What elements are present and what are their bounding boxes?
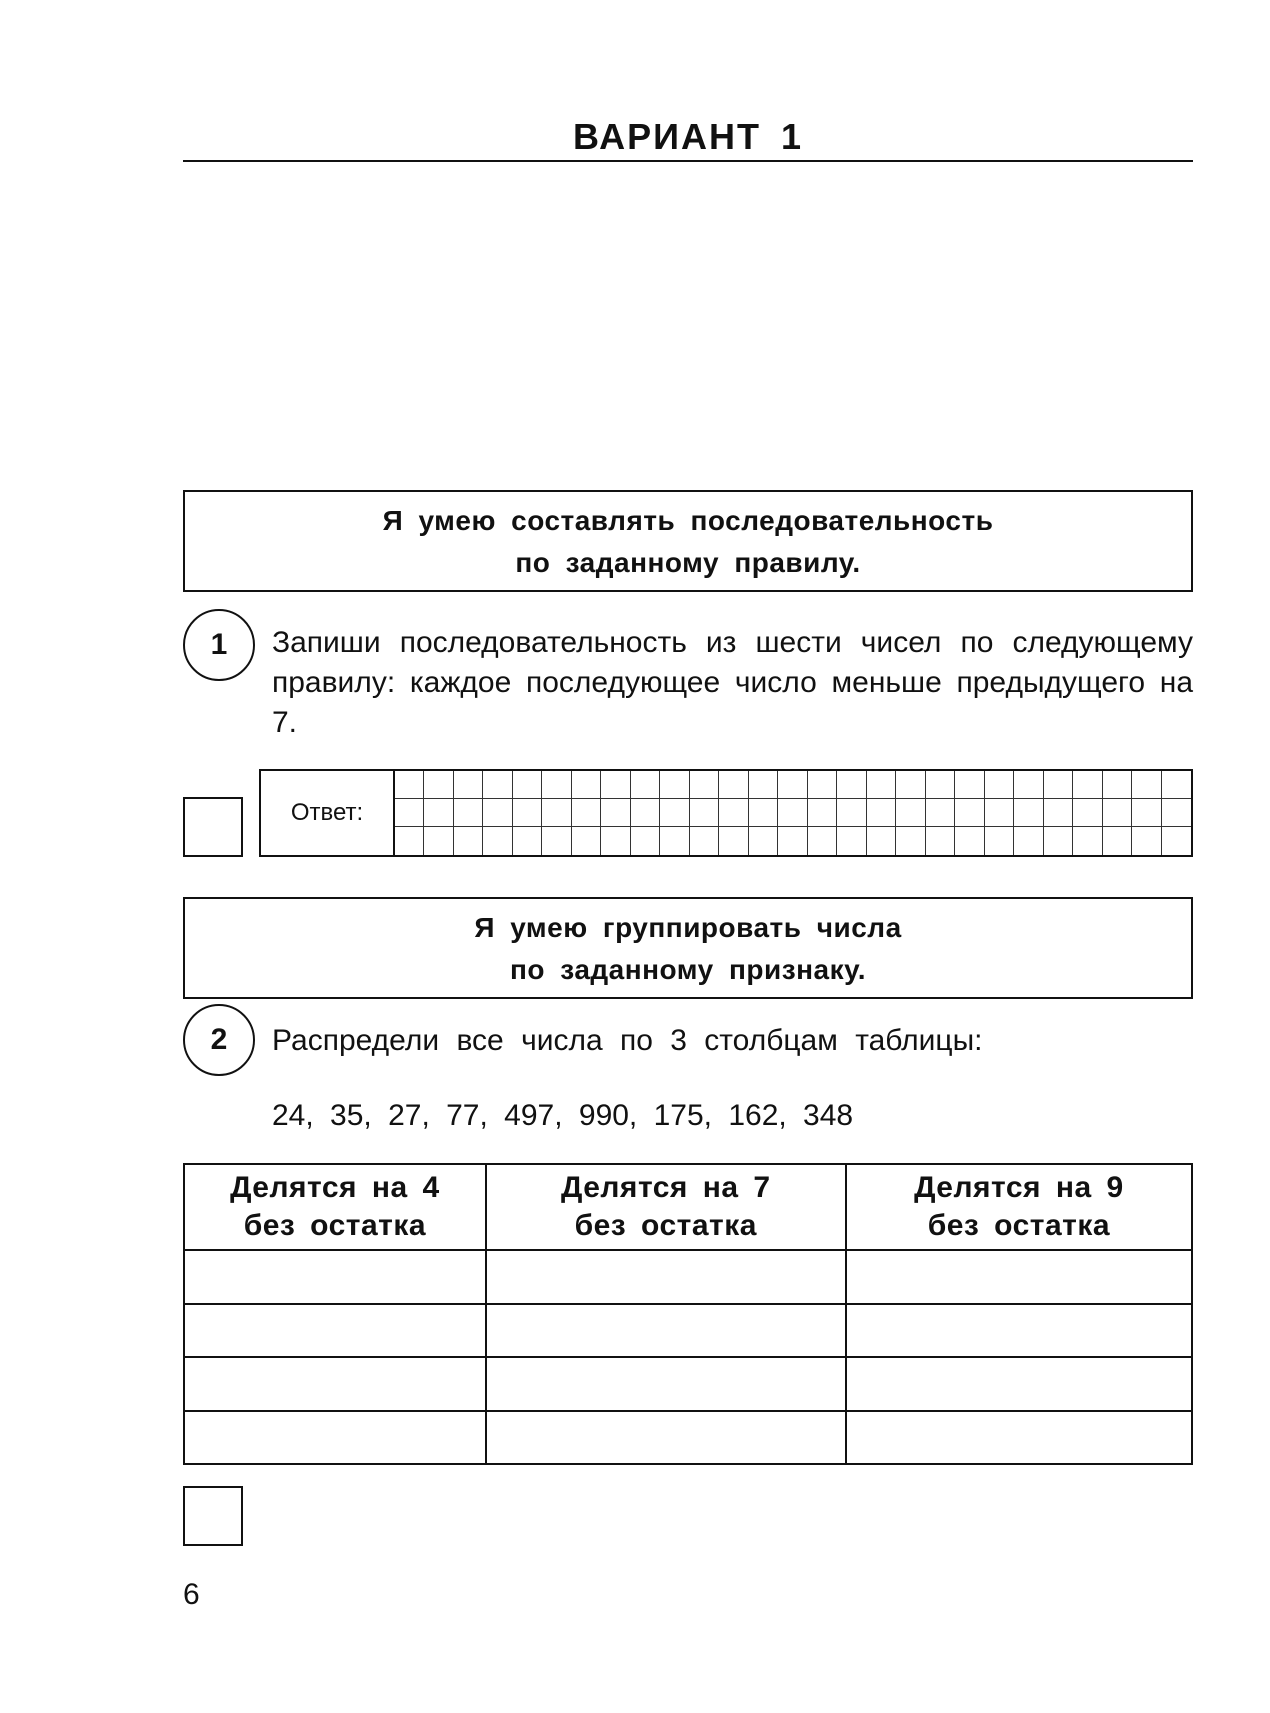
answer-grid[interactable]	[393, 771, 1191, 855]
answer-grid-cell[interactable]	[896, 799, 925, 827]
task-2-number-circle: 2	[183, 1004, 255, 1076]
header-2-line-1: Делятся на 7	[560, 1171, 771, 1204]
answer-grid-cell[interactable]	[1044, 827, 1073, 855]
answer-grid-cell[interactable]	[454, 771, 483, 799]
answer-grid-cell[interactable]	[631, 799, 660, 827]
table-cell[interactable]	[846, 1411, 1192, 1465]
answer-grid-cell[interactable]	[867, 827, 896, 855]
table-cell[interactable]	[184, 1357, 486, 1411]
answer-grid-cell[interactable]	[542, 827, 571, 855]
answer-grid-cell[interactable]	[513, 827, 542, 855]
answer-grid-cell[interactable]	[719, 799, 748, 827]
answer-grid-cell[interactable]	[1014, 771, 1043, 799]
answer-grid-cell[interactable]	[955, 827, 984, 855]
answer-grid-cell[interactable]	[395, 771, 424, 799]
task-1-number-circle: 1	[183, 609, 255, 681]
answer-grid-cell[interactable]	[542, 771, 571, 799]
task-1-text: Запиши последовательность из шести чисел по следующему правилу: каждое последующее число меньше предыдущего на 7.	[272, 626, 1193, 739]
answer-grid-cell[interactable]	[808, 827, 837, 855]
answer-grid-cell[interactable]	[926, 799, 955, 827]
answer-grid-cell[interactable]	[985, 799, 1014, 827]
answer-grid-cell[interactable]	[483, 799, 512, 827]
table-header-row	[184, 1164, 1192, 1250]
answer-grid-cell[interactable]	[1103, 827, 1132, 855]
answer-grid-cell[interactable]	[424, 799, 453, 827]
answer-grid-cell[interactable]	[660, 799, 689, 827]
answer-grid-cell[interactable]	[985, 771, 1014, 799]
answer-grid-cell[interactable]	[690, 799, 719, 827]
table-cell[interactable]	[184, 1411, 486, 1465]
answer-grid-cell[interactable]	[1044, 771, 1073, 799]
header-3-line-1: Делятся на 9	[914, 1171, 1124, 1204]
answer-grid-cell[interactable]	[778, 771, 807, 799]
table-cell[interactable]	[846, 1304, 1192, 1358]
table-row	[184, 1304, 1192, 1358]
answer-grid-cell[interactable]	[867, 799, 896, 827]
answer-grid-cell[interactable]	[1073, 827, 1102, 855]
table-cell[interactable]	[846, 1250, 1192, 1304]
table-cell[interactable]	[486, 1304, 846, 1358]
answer-grid-cell[interactable]	[749, 827, 778, 855]
answer-grid-cell[interactable]	[1014, 799, 1043, 827]
answer-grid-cell[interactable]	[955, 799, 984, 827]
answer-grid-cell[interactable]	[1132, 771, 1161, 799]
answer-grid-cell[interactable]	[483, 827, 512, 855]
answer-grid-cell[interactable]	[808, 771, 837, 799]
task-2-numbers: 24, 35, 27, 77, 497, 990, 175, 162, 348	[272, 1099, 854, 1132]
answer-grid-cell[interactable]	[778, 827, 807, 855]
answer-grid-cell[interactable]	[631, 827, 660, 855]
answer-grid-cell[interactable]	[1073, 799, 1102, 827]
answer-grid-cell[interactable]	[837, 771, 866, 799]
task-2-score-box[interactable]	[183, 1486, 243, 1546]
answer-grid-cell[interactable]	[424, 827, 453, 855]
table-row	[184, 1357, 1192, 1411]
answer-grid-cell[interactable]	[572, 827, 601, 855]
header-2-line-2: без остатка	[574, 1209, 757, 1242]
answer-grid-cell[interactable]	[601, 771, 630, 799]
answer-grid-cell[interactable]	[483, 771, 512, 799]
answer-grid-cell[interactable]	[1073, 771, 1102, 799]
task-2-text: Распредели все числа по 3 столбцам таблицы:	[272, 1024, 983, 1057]
answer-grid-cell[interactable]	[926, 827, 955, 855]
answer-grid-cell[interactable]	[424, 771, 453, 799]
answer-grid-cell[interactable]	[1103, 771, 1132, 799]
answer-grid-cell[interactable]	[395, 827, 424, 855]
table-cell[interactable]	[486, 1411, 846, 1465]
answer-grid-cell[interactable]	[1132, 827, 1161, 855]
answer-grid-cell[interactable]	[395, 799, 424, 827]
answer-grid-cell[interactable]	[896, 771, 925, 799]
header-divisible-by-4	[184, 1164, 486, 1250]
answer-label: Ответ:	[290, 799, 364, 826]
header-1-line-1: Делятся на 4	[230, 1171, 440, 1204]
skill-box-1	[183, 490, 1193, 592]
answer-grid-cell[interactable]	[631, 771, 660, 799]
answer-grid-cell[interactable]	[690, 771, 719, 799]
header-1-line-2: без остатка	[243, 1209, 427, 1242]
table-cell[interactable]	[846, 1357, 1192, 1411]
answer-grid-cell[interactable]	[660, 771, 689, 799]
header-3-line-2: без остатка	[927, 1209, 1111, 1242]
header-divisible-by-7	[486, 1164, 846, 1250]
answer-grid-cell[interactable]	[454, 799, 483, 827]
answer-grid-cell[interactable]	[955, 771, 984, 799]
answer-grid-cell[interactable]	[454, 827, 483, 855]
groups-table	[183, 1163, 1193, 1465]
answer-grid-cell[interactable]	[1044, 799, 1073, 827]
answer-grid-cell[interactable]	[690, 827, 719, 855]
answer-grid-cell[interactable]	[867, 771, 896, 799]
answer-grid-cell[interactable]	[1014, 827, 1043, 855]
answer-grid-cell[interactable]	[837, 799, 866, 827]
answer-grid-cell[interactable]	[749, 799, 778, 827]
answer-grid-cell[interactable]	[513, 799, 542, 827]
answer-grid-cell[interactable]	[719, 827, 748, 855]
skill-box-2	[183, 897, 1193, 999]
page-title	[183, 112, 1193, 162]
task-1-answer-block	[259, 769, 1193, 857]
page-number: 6	[183, 1578, 200, 1611]
answer-grid-cell[interactable]	[778, 799, 807, 827]
answer-grid-cell[interactable]	[660, 827, 689, 855]
table-cell[interactable]	[184, 1304, 486, 1358]
table-cell[interactable]	[486, 1250, 846, 1304]
answer-grid-cell[interactable]	[749, 771, 778, 799]
answer-grid-cell[interactable]	[572, 771, 601, 799]
answer-grid-cell[interactable]	[601, 827, 630, 855]
skill-1-line-2: по заданному правилу.	[515, 547, 861, 578]
answer-grid-cell[interactable]	[985, 827, 1014, 855]
table-cell[interactable]	[486, 1357, 846, 1411]
answer-grid-cell[interactable]	[837, 827, 866, 855]
answer-grid-cell[interactable]	[542, 799, 571, 827]
task-1-score-box[interactable]	[183, 797, 243, 857]
skill-1-line-1: Я умею составлять последовательность	[382, 505, 994, 536]
answer-grid-cell[interactable]	[1103, 799, 1132, 827]
answer-grid-cell[interactable]	[513, 771, 542, 799]
answer-grid-cell[interactable]	[719, 771, 748, 799]
page-title-text: ВАРИАНТ 1	[572, 116, 804, 157]
answer-grid-cell[interactable]	[1162, 827, 1191, 855]
answer-grid-cell[interactable]	[926, 771, 955, 799]
answer-grid-cell[interactable]	[601, 799, 630, 827]
table-cell[interactable]	[184, 1250, 486, 1304]
skill-2-line-1: Я умею группировать числа	[474, 912, 902, 943]
answer-grid-cell[interactable]	[808, 799, 837, 827]
table-row	[184, 1411, 1192, 1465]
header-divisible-by-9	[846, 1164, 1192, 1250]
answer-grid-cell[interactable]	[1132, 799, 1161, 827]
answer-grid-cell[interactable]	[896, 827, 925, 855]
table-row	[184, 1250, 1192, 1304]
answer-grid-cell[interactable]	[1162, 771, 1191, 799]
answer-grid-cell[interactable]	[1162, 799, 1191, 827]
answer-grid-cell[interactable]	[572, 799, 601, 827]
skill-2-line-2: по заданному признаку.	[509, 954, 867, 985]
